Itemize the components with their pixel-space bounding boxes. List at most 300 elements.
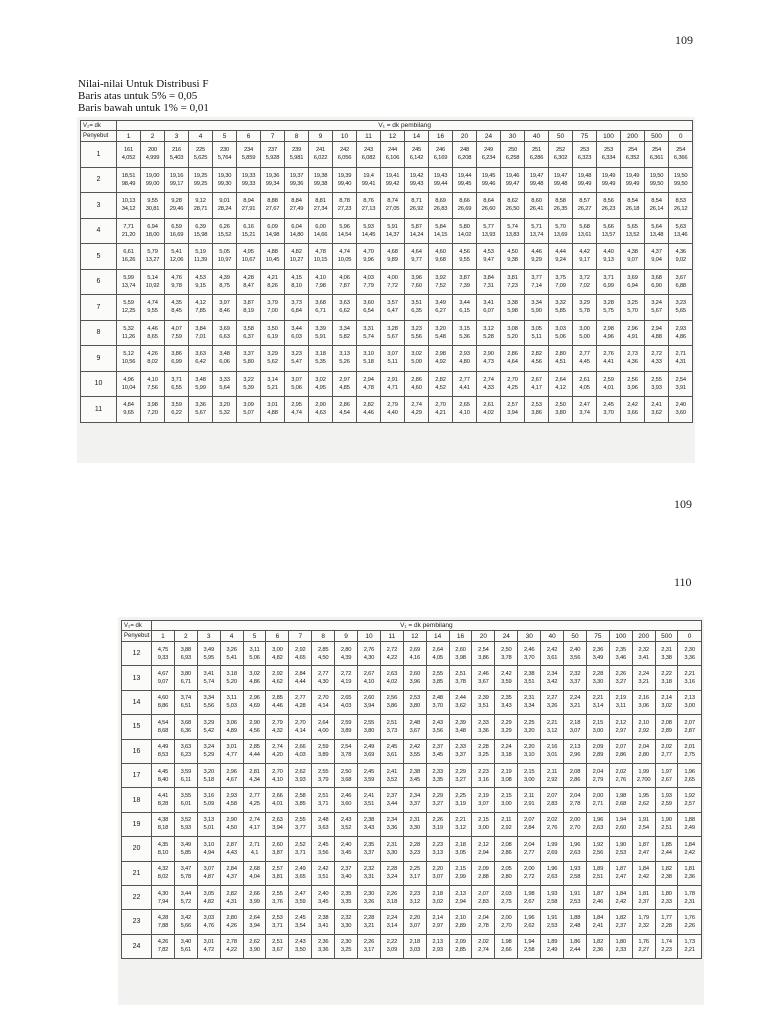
value-1-percent: 4,58 bbox=[226, 801, 237, 808]
value-1-percent: 99,42 bbox=[385, 180, 400, 187]
table-cell bbox=[586, 642, 609, 666]
value-1-percent: 3,93 bbox=[295, 776, 306, 783]
row-label: 12 bbox=[122, 642, 152, 666]
value-1-percent: 3,52 bbox=[340, 825, 352, 832]
value-5-percent: 254 bbox=[676, 147, 686, 154]
value-1-percent: 8,26 bbox=[267, 282, 278, 289]
table-cell bbox=[621, 295, 645, 321]
table-cell bbox=[655, 861, 678, 885]
table-cell bbox=[597, 218, 621, 244]
value-1-percent: 5,01 bbox=[203, 825, 214, 832]
table-cell bbox=[189, 244, 213, 270]
value-1-percent: 13,52 bbox=[625, 231, 640, 238]
value-5-percent: 5,14 bbox=[147, 274, 158, 281]
table-cell bbox=[564, 739, 587, 763]
table-cell bbox=[289, 861, 312, 885]
table-cell bbox=[669, 142, 693, 168]
table-cell bbox=[541, 910, 564, 934]
value-5-percent: 4,39 bbox=[219, 274, 230, 281]
value-1-percent: 2,38 bbox=[661, 874, 672, 881]
value-1-percent: 2,94 bbox=[478, 849, 489, 856]
value-5-percent: 2,54 bbox=[340, 744, 352, 751]
value-1-percent: 3,68 bbox=[340, 776, 352, 783]
value-5-percent: 2,07 bbox=[523, 817, 535, 824]
table-cell bbox=[289, 690, 312, 714]
table-cell bbox=[495, 763, 518, 787]
value-5-percent: 2,43 bbox=[340, 817, 352, 824]
value-5-percent: 2,84 bbox=[226, 866, 237, 873]
value-5-percent: 5,59 bbox=[123, 300, 134, 307]
table-cell bbox=[501, 269, 525, 295]
table-cell bbox=[309, 193, 333, 219]
table-cell bbox=[645, 269, 669, 295]
table-cell bbox=[472, 715, 495, 739]
value-1-percent: 5,18 bbox=[203, 776, 214, 783]
table-cell bbox=[309, 397, 333, 423]
value-1-percent: 99,36 bbox=[289, 180, 304, 187]
value-5-percent: 1,76 bbox=[684, 914, 695, 921]
table-cell bbox=[449, 788, 472, 812]
value-1-percent: 6,27 bbox=[435, 308, 446, 315]
value-1-percent: 5,06 bbox=[291, 384, 302, 391]
table-cell bbox=[189, 269, 213, 295]
table-cell bbox=[220, 837, 243, 861]
table-cell bbox=[477, 142, 501, 168]
table-cell bbox=[621, 193, 645, 219]
value-5-percent: 2,41 bbox=[651, 402, 662, 409]
value-1-percent: 4,36 bbox=[627, 359, 638, 366]
table-cell bbox=[289, 788, 312, 812]
table-cell bbox=[645, 167, 669, 193]
table-cell bbox=[117, 244, 141, 270]
value-1-percent: 5,67 bbox=[387, 333, 398, 340]
value-5-percent: 2,23 bbox=[409, 890, 420, 897]
value-1-percent: 27,05 bbox=[385, 206, 400, 213]
value-5-percent: 3,68 bbox=[180, 719, 192, 726]
value-5-percent: 2,98 bbox=[435, 351, 446, 358]
value-5-percent: 2,76 bbox=[363, 646, 375, 653]
value-5-percent: 5,19 bbox=[195, 249, 206, 256]
value-1-percent: 4,16 bbox=[409, 654, 420, 661]
value-1-percent: 6,106 bbox=[385, 155, 400, 162]
table-cell bbox=[189, 397, 213, 423]
value-5-percent: 3,50 bbox=[267, 325, 278, 332]
table-cell bbox=[609, 910, 632, 934]
value-1-percent: 27,23 bbox=[337, 206, 352, 213]
value-5-percent: 19,50 bbox=[649, 172, 664, 179]
value-5-percent: 3,02 bbox=[315, 376, 326, 383]
value-1-percent: 3,20 bbox=[523, 727, 535, 734]
table-cell bbox=[141, 346, 165, 372]
value-5-percent: 2,74 bbox=[272, 744, 283, 751]
value-1-percent: 2,93 bbox=[432, 947, 443, 954]
value-1-percent: 3,55 bbox=[409, 752, 420, 759]
value-1-percent: 4,28 bbox=[295, 703, 306, 710]
table-cell bbox=[335, 934, 358, 958]
table-row bbox=[122, 763, 702, 787]
row-label: 5 bbox=[81, 244, 117, 270]
value-1-percent: 8,18 bbox=[157, 825, 169, 832]
value-1-percent: 16,26 bbox=[121, 257, 136, 264]
value-1-percent: 6,71 bbox=[315, 308, 326, 315]
column-header: 9 bbox=[335, 631, 358, 642]
row-label: 4 bbox=[81, 218, 117, 244]
value-5-percent: 2,38 bbox=[363, 817, 375, 824]
value-5-percent: 3,10 bbox=[363, 351, 374, 358]
value-1-percent: 5,11 bbox=[531, 333, 542, 340]
value-1-percent: 10,04 bbox=[121, 384, 136, 391]
table-cell bbox=[609, 763, 632, 787]
value-1-percent: 8,46 bbox=[219, 308, 230, 315]
value-1-percent: 4,29 bbox=[411, 410, 422, 417]
value-1-percent: 2,70 bbox=[501, 922, 512, 929]
value-1-percent: 2,67 bbox=[523, 898, 535, 905]
value-5-percent: 2,18 bbox=[569, 719, 581, 726]
table-cell bbox=[165, 167, 189, 193]
table-cell bbox=[426, 861, 449, 885]
value-1-percent: 6,36 bbox=[180, 727, 192, 734]
table-cell bbox=[285, 371, 309, 397]
table-cell bbox=[632, 666, 655, 690]
table-cell bbox=[426, 739, 449, 763]
value-1-percent: 2,42 bbox=[638, 874, 649, 881]
table-cell bbox=[285, 346, 309, 372]
table-cell bbox=[525, 397, 549, 423]
value-1-percent: 3,99 bbox=[249, 898, 260, 905]
value-5-percent: 2,34 bbox=[546, 671, 558, 678]
table-cell bbox=[312, 837, 335, 861]
value-5-percent: 2,18 bbox=[409, 939, 420, 946]
value-5-percent: 3,86 bbox=[171, 351, 182, 358]
value-5-percent: 3,63 bbox=[339, 300, 350, 307]
table-cell bbox=[261, 269, 285, 295]
value-1-percent: 4,44 bbox=[249, 752, 260, 759]
value-1-percent: 2,85 bbox=[455, 947, 466, 954]
table-cell bbox=[645, 397, 669, 423]
value-1-percent: 6,37 bbox=[243, 333, 254, 340]
value-1-percent: 2,78 bbox=[569, 801, 581, 808]
table-cell bbox=[621, 142, 645, 168]
value-5-percent: 4,56 bbox=[459, 249, 470, 256]
table-cell bbox=[518, 763, 541, 787]
scanned-table-2 bbox=[118, 617, 704, 1005]
value-1-percent: 2,700 bbox=[636, 776, 651, 783]
value-1-percent: 3,16 bbox=[684, 679, 695, 686]
value-1-percent: 3,00 bbox=[501, 801, 512, 808]
table-cell bbox=[564, 934, 587, 958]
value-5-percent: 3,07 bbox=[203, 866, 214, 873]
table-cell bbox=[237, 167, 261, 193]
value-5-percent: 3,84 bbox=[483, 274, 494, 281]
value-1-percent: 26,60 bbox=[481, 206, 496, 213]
value-5-percent: 2,18 bbox=[455, 841, 466, 848]
value-5-percent: 1,82 bbox=[615, 914, 626, 921]
value-1-percent: 3,07 bbox=[478, 801, 489, 808]
value-1-percent: 5,18 bbox=[363, 359, 374, 366]
value-5-percent: 5,66 bbox=[603, 223, 614, 230]
value-1-percent: 8,47 bbox=[243, 282, 254, 289]
value-5-percent: 3,68 bbox=[315, 300, 326, 307]
table-cell bbox=[197, 837, 220, 861]
corner-header-top: V₂= dk bbox=[122, 621, 152, 631]
value-1-percent: 5,47 bbox=[291, 359, 302, 366]
value-1-percent: 2,88 bbox=[478, 874, 489, 881]
value-1-percent: 2,75 bbox=[684, 752, 695, 759]
table-cell bbox=[261, 346, 285, 372]
table-cell bbox=[632, 837, 655, 861]
value-1-percent: 3,16 bbox=[478, 776, 489, 783]
table-cell bbox=[586, 861, 609, 885]
value-5-percent: 5,64 bbox=[651, 223, 662, 230]
value-1-percent: 3,80 bbox=[409, 703, 420, 710]
column-header: 4 bbox=[220, 631, 243, 642]
table-cell bbox=[357, 193, 381, 219]
table-cell bbox=[472, 763, 495, 787]
value-5-percent: 2,61 bbox=[483, 402, 494, 409]
table-cell bbox=[174, 690, 197, 714]
value-5-percent: 2,55 bbox=[272, 890, 283, 897]
value-5-percent: 1,98 bbox=[615, 793, 626, 800]
table-cell bbox=[358, 934, 381, 958]
table-cell bbox=[449, 885, 472, 909]
table-cell bbox=[525, 371, 549, 397]
value-5-percent: 2,37 bbox=[432, 744, 443, 751]
value-1-percent: 2,33 bbox=[615, 947, 626, 954]
value-5-percent: 8,62 bbox=[507, 198, 518, 205]
table-cell bbox=[645, 371, 669, 397]
value-1-percent: 2,32 bbox=[638, 922, 649, 929]
table-cell bbox=[586, 934, 609, 958]
value-5-percent: 1,96 bbox=[546, 866, 558, 873]
column-header: 4 bbox=[189, 131, 213, 142]
table-cell bbox=[261, 371, 285, 397]
table-cell bbox=[333, 269, 357, 295]
table-cell bbox=[165, 320, 189, 346]
table-cell bbox=[266, 837, 289, 861]
table-cell bbox=[243, 788, 266, 812]
table-cell bbox=[152, 910, 175, 934]
value-5-percent: 3,74 bbox=[180, 695, 192, 702]
table-row bbox=[81, 295, 693, 321]
value-5-percent: 2,14 bbox=[432, 914, 443, 921]
table-cell bbox=[237, 193, 261, 219]
value-5-percent: 3,84 bbox=[195, 325, 206, 332]
value-5-percent: 6,61 bbox=[123, 249, 134, 256]
value-1-percent: 5,98 bbox=[507, 308, 518, 315]
value-5-percent: 2,02 bbox=[546, 817, 558, 824]
row-label: 11 bbox=[81, 397, 117, 423]
table-cell bbox=[655, 690, 678, 714]
heading-title: Nilai-nilai Untuk Distribusi F bbox=[78, 78, 209, 90]
value-1-percent: 3,21 bbox=[638, 679, 649, 686]
value-1-percent: 9,78 bbox=[171, 282, 182, 289]
table-cell bbox=[197, 788, 220, 812]
table-cell bbox=[380, 812, 403, 836]
value-1-percent: 26,35 bbox=[553, 206, 568, 213]
value-1-percent: 4,54 bbox=[339, 410, 350, 417]
value-5-percent: 3,87 bbox=[243, 300, 254, 307]
value-1-percent: 7,85 bbox=[195, 308, 206, 315]
table-cell bbox=[564, 788, 587, 812]
table-cell bbox=[380, 861, 403, 885]
table-cell bbox=[152, 690, 175, 714]
value-1-percent: 10,05 bbox=[337, 257, 352, 264]
value-5-percent: 2,15 bbox=[592, 719, 604, 726]
value-5-percent: 3,57 bbox=[387, 300, 398, 307]
value-5-percent: 2,74 bbox=[411, 402, 422, 409]
value-5-percent: 4,41 bbox=[157, 793, 169, 800]
value-1-percent: 2,42 bbox=[615, 898, 626, 905]
value-5-percent: 3,20 bbox=[203, 768, 214, 775]
value-5-percent: 1,74 bbox=[661, 939, 672, 946]
value-5-percent: 4,12 bbox=[195, 300, 206, 307]
value-1-percent: 15,98 bbox=[193, 231, 208, 238]
value-1-percent: 3,51 bbox=[523, 679, 535, 686]
table-cell bbox=[141, 167, 165, 193]
value-1-percent: 9,33 bbox=[157, 654, 169, 661]
table-cell bbox=[632, 788, 655, 812]
value-1-percent: 6,06 bbox=[219, 359, 230, 366]
value-5-percent: 2,48 bbox=[317, 817, 329, 824]
value-5-percent: 4,30 bbox=[157, 890, 169, 897]
table-cell bbox=[426, 837, 449, 861]
table-cell bbox=[174, 788, 197, 812]
table-cell bbox=[586, 763, 609, 787]
value-1-percent: 2,78 bbox=[478, 922, 489, 929]
table-cell bbox=[381, 142, 405, 168]
table-cell bbox=[335, 885, 358, 909]
value-1-percent: 5,39 bbox=[243, 384, 254, 391]
value-5-percent: 2,21 bbox=[455, 817, 466, 824]
value-1-percent: 2,36 bbox=[592, 947, 604, 954]
table-cell bbox=[429, 193, 453, 219]
value-1-percent: 6,19 bbox=[267, 333, 278, 340]
table-cell bbox=[477, 320, 501, 346]
value-1-percent: 3,87 bbox=[272, 849, 283, 856]
value-5-percent: 2,65 bbox=[459, 402, 470, 409]
table-cell bbox=[541, 812, 564, 836]
value-5-percent: 2,15 bbox=[455, 866, 466, 873]
value-5-percent: 1,88 bbox=[684, 817, 695, 824]
value-1-percent: 4,17 bbox=[531, 384, 542, 391]
value-1-percent: 7,59 bbox=[171, 333, 182, 340]
value-1-percent: 2,21 bbox=[684, 947, 695, 954]
table-row bbox=[81, 269, 693, 295]
value-1-percent: 3,94 bbox=[272, 825, 283, 832]
table-cell bbox=[541, 837, 564, 861]
table-cell bbox=[449, 666, 472, 690]
value-1-percent: 2,58 bbox=[546, 898, 558, 905]
value-1-percent: 3,69 bbox=[363, 752, 375, 759]
value-1-percent: 3,44 bbox=[386, 801, 398, 808]
value-1-percent: 2,31 bbox=[684, 898, 695, 905]
value-1-percent: 26,12 bbox=[673, 206, 688, 213]
table-cell bbox=[285, 269, 309, 295]
value-5-percent: 2,11 bbox=[524, 793, 535, 800]
value-5-percent: 2,14 bbox=[661, 695, 672, 702]
table-cell bbox=[380, 934, 403, 958]
table-cell bbox=[335, 690, 358, 714]
table-cell bbox=[669, 218, 693, 244]
value-1-percent: 2,83 bbox=[546, 801, 558, 808]
table-cell bbox=[266, 812, 289, 836]
table-cell bbox=[358, 763, 381, 787]
value-5-percent: 3,60 bbox=[363, 300, 374, 307]
table-cell bbox=[564, 763, 587, 787]
value-1-percent: 4,63 bbox=[315, 410, 326, 417]
table-cell bbox=[266, 739, 289, 763]
value-5-percent: 19,36 bbox=[265, 172, 280, 179]
value-1-percent: 4,78 bbox=[363, 384, 374, 391]
value-1-percent: 3,56 bbox=[317, 849, 329, 856]
table-cell bbox=[174, 812, 197, 836]
column-header: 20 bbox=[453, 131, 477, 142]
value-5-percent: 19,16 bbox=[169, 172, 184, 179]
value-5-percent: 3,73 bbox=[291, 300, 302, 307]
column-header: 1 bbox=[117, 131, 141, 142]
column-header: 30 bbox=[518, 631, 541, 642]
table-cell bbox=[335, 910, 358, 934]
value-1-percent: 5,42 bbox=[203, 727, 214, 734]
value-5-percent: 1,82 bbox=[661, 866, 672, 873]
value-5-percent: 2,11 bbox=[547, 768, 558, 775]
value-5-percent: 4,46 bbox=[531, 249, 542, 256]
value-5-percent: 2,21 bbox=[592, 695, 604, 702]
column-header: 200 bbox=[621, 131, 645, 142]
value-1-percent: 99,40 bbox=[337, 180, 352, 187]
row-label: 7 bbox=[81, 295, 117, 321]
table-cell bbox=[573, 397, 597, 423]
row-label: 2 bbox=[81, 167, 117, 193]
value-5-percent: 3,29 bbox=[579, 300, 590, 307]
value-5-percent: 4,03 bbox=[363, 274, 374, 281]
value-1-percent: 8,10 bbox=[291, 282, 302, 289]
table-cell bbox=[518, 715, 541, 739]
value-5-percent: 230 bbox=[219, 147, 230, 154]
value-1-percent: 2,91 bbox=[523, 801, 535, 808]
value-1-percent: 4,85 bbox=[339, 384, 350, 391]
value-1-percent: 3,89 bbox=[340, 727, 352, 734]
table-cell bbox=[573, 295, 597, 321]
column-header: 0 bbox=[669, 131, 693, 142]
table-cell bbox=[564, 690, 587, 714]
table-cell bbox=[357, 346, 381, 372]
table-cell bbox=[333, 371, 357, 397]
value-1-percent: 5,67 bbox=[651, 308, 662, 315]
table-cell bbox=[220, 715, 243, 739]
value-5-percent: 3,52 bbox=[180, 817, 192, 824]
table-cell bbox=[220, 642, 243, 666]
table-cell bbox=[501, 371, 525, 397]
table-cell bbox=[289, 837, 312, 861]
table-cell bbox=[261, 397, 285, 423]
table-cell bbox=[243, 690, 266, 714]
table-cell bbox=[426, 788, 449, 812]
value-5-percent: 19,50 bbox=[673, 172, 688, 179]
value-1-percent: 3,37 bbox=[409, 801, 420, 808]
value-5-percent: 5,71 bbox=[531, 223, 542, 230]
value-5-percent: 2,42 bbox=[501, 671, 512, 678]
value-5-percent: 2,18 bbox=[432, 890, 443, 897]
value-1-percent: 6,62 bbox=[339, 308, 350, 315]
value-5-percent: 8,66 bbox=[459, 198, 470, 205]
table-cell bbox=[586, 837, 609, 861]
value-5-percent: 1,77 bbox=[661, 914, 672, 921]
table-cell bbox=[261, 295, 285, 321]
value-1-percent: 3,59 bbox=[363, 776, 375, 783]
table-cell bbox=[449, 739, 472, 763]
value-1-percent: 2,92 bbox=[546, 776, 558, 783]
